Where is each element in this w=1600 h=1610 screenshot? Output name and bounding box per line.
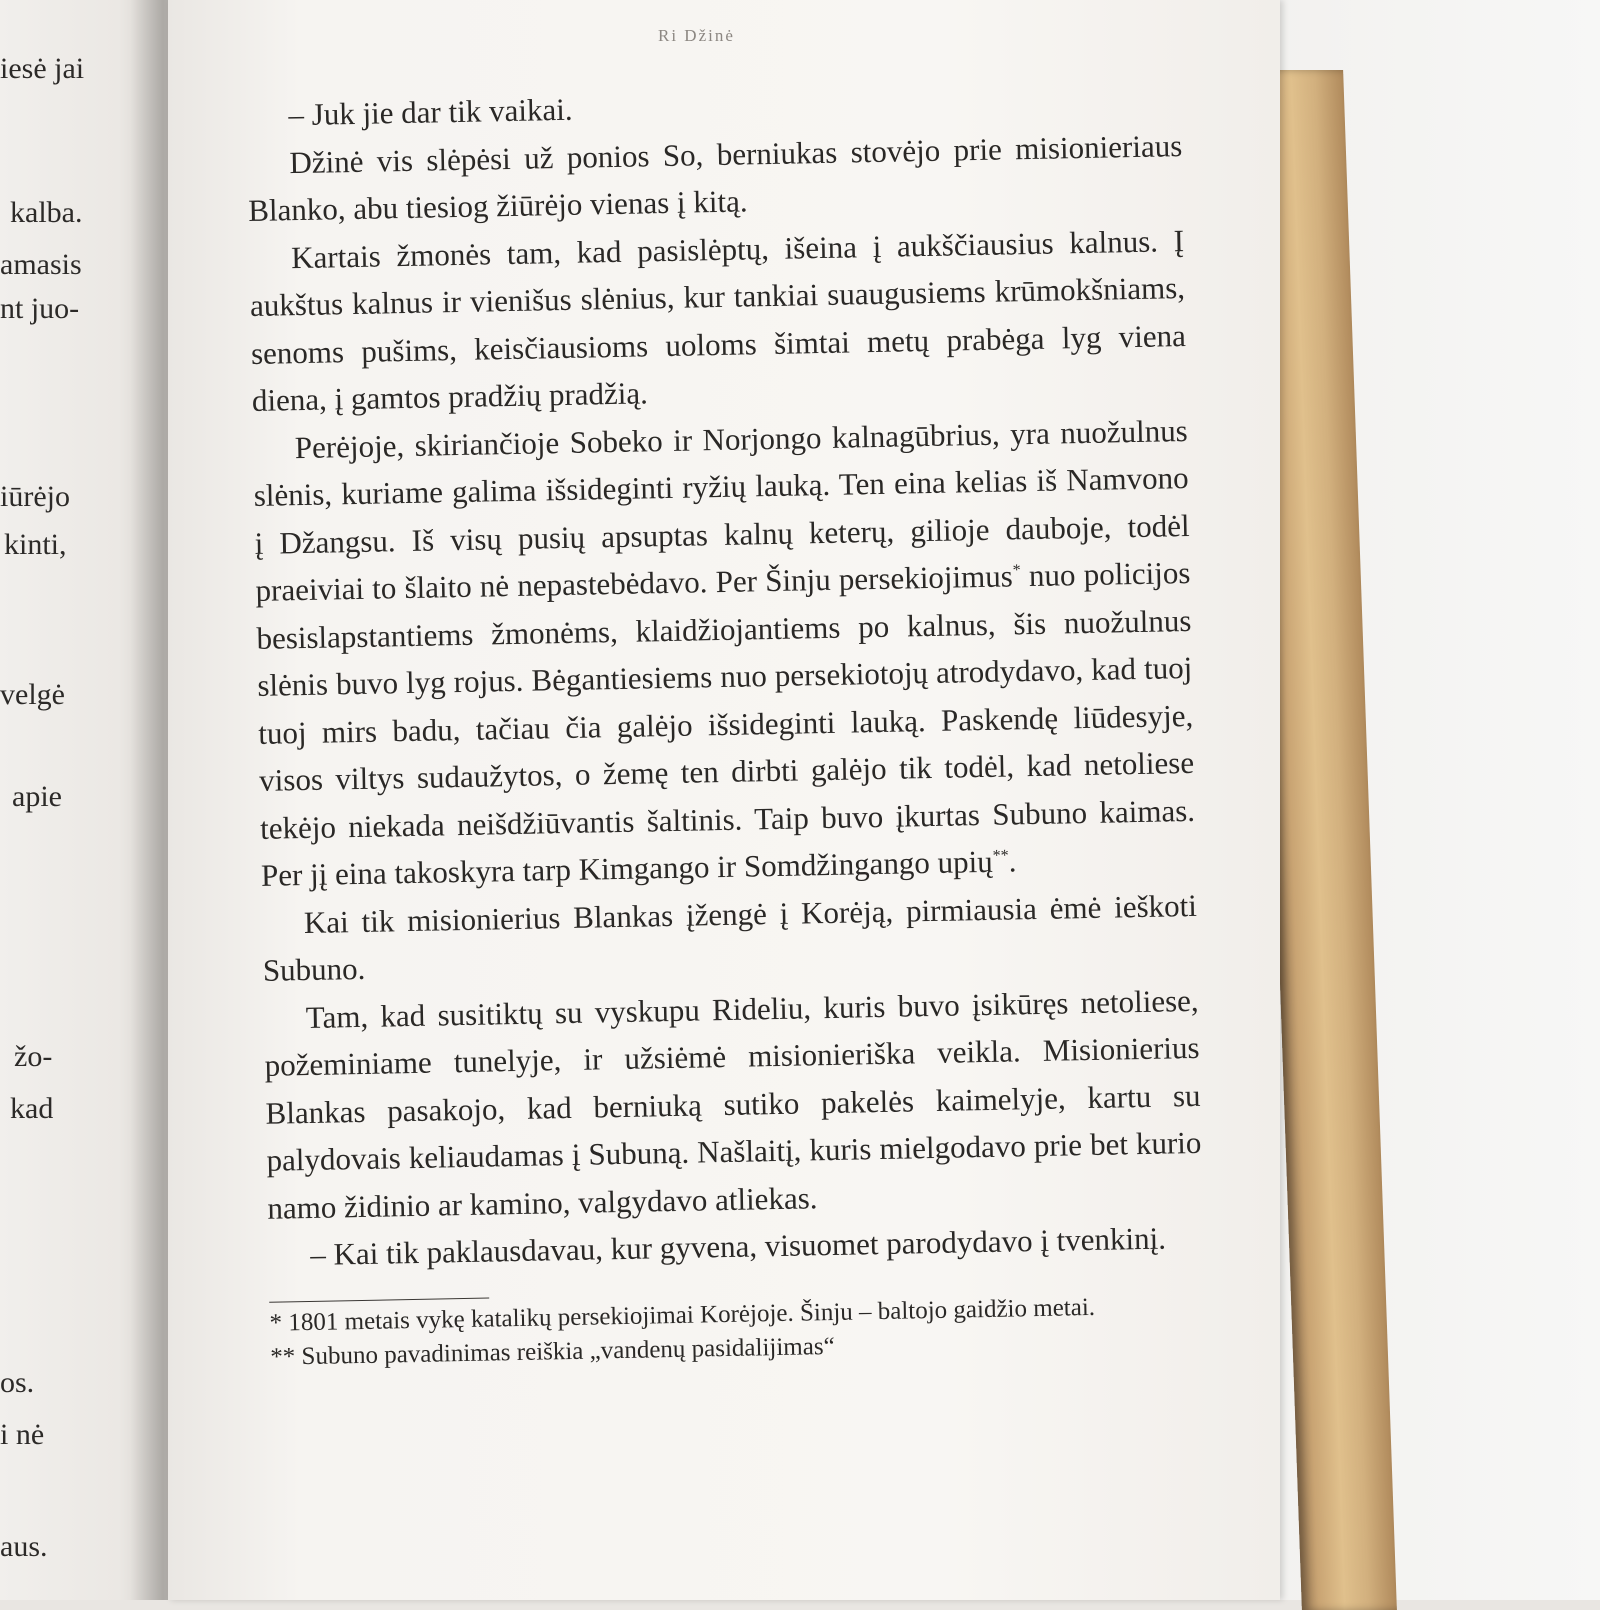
left-page-fragment: iesė jai (0, 52, 85, 85)
left-page-fragment: kalba. (10, 196, 83, 229)
running-head: Ri Džinė (658, 26, 735, 45)
left-page-fragment: aus. (0, 1530, 48, 1563)
left-page-fragment: iūrėjo (0, 480, 70, 513)
left-page-fragment: velgė (0, 678, 65, 711)
left-page-fragment: amasis (0, 248, 82, 281)
paragraph: Kai tik misionierius Blankas įžengė į Korėją, pirmiausia ėmė ieškoti Subuno. (262, 887, 1198, 988)
left-page-fragment: os. (0, 1366, 35, 1399)
left-page-fragment: nt juo- (0, 292, 80, 325)
body-text (246, 74, 1205, 1374)
paragraph: Kartais žmonės tam, kad pasislėptų, išeina į aukščiausius kalnus. Į aukštus kalnus ir vienišus slėnius, kur tankiai suaugusiems krūmokšniams, senoms pušims, keisčiausioms uoloms šimtai metų prabėga lyg viena diena, į gamtos pradžių pradžią. (249, 222, 1187, 418)
footnote: * 1801 metais vykę katalikų persekiojimai Korėjoje. Šinju – baltojo gaidžio metai. (269, 1293, 1096, 1337)
paragraph-text: nuo policijos besislapstantiems žmonėms, klaidžiojantiems po kalnus, šis nuožulnus slėnis buvo lyg rojus. Bėgantiesiems nuo persekiotojų atrodydavo, kad tuoj tuoj mirs badu, tačiau čia galėjo išsideginti lauką. Paskendę liūdesyje, visos viltys sudaužytos, o žemę ten dirbti galėjo tik todėl, kad netoliese tekėjo niekada neišdžiūvantis šaltinis. Taip buvo įkurtas Subuno kaimas. Per jį eina takoskyra tarp Kimgango ir Somdžingango upių (256, 554, 1196, 893)
footnote-mark: * (1012, 561, 1021, 580)
footnote-divider (269, 1297, 489, 1302)
right-page (168, 0, 1280, 1600)
paragraph (252, 406, 1196, 899)
paragraph-text: Perėjoje, skiriančioje Sobeko ir Norjongo kalnagūbrius, yra nuožulnus slėnis, kuriame galima išsideginti ryžių lauką. Ten eina kelias iš Namvono į Džangsu. Iš visų pusių apsuptas kalnų keterų, gilioje dauboje, todėl praeiviai to šlaito nė nepastebėdavo. Per Šinju persekiojimus (253, 412, 1190, 608)
left-page-fragment: i nė (0, 1418, 45, 1451)
left-page-fragment: apie (12, 780, 62, 813)
footnote: ** Subuno pavadinimas reiškia „vandenų pasidalijimas“ (270, 1332, 835, 1371)
left-page-fragment: žo- (14, 1040, 53, 1073)
paragraph: – Kai tik paklausdavau, kur gyvena, visuomet parodydavo į tvenkinį. (309, 1220, 1167, 1272)
paragraph-text: . (1008, 843, 1017, 879)
paragraph: – Juk jie dar tik vaikai. (288, 91, 573, 133)
paragraph: Tam, kad susitiktų su vyskupu Rideliu, kuris buvo įsikūręs netoliese, požeminiame tunelyje, ir užsiėmė misionieriška veikla. Misionierius Blankas pasakojo, kad berniuką sutiko pakelės kaimelyje, kartu su palydovais keliaudamas į Subuną. Našlaitį, kuris mielgodavo prie bet kurio namo židinio ar kamino, valgydavo atliekas. (264, 982, 1202, 1226)
footnote-mark: ** (992, 847, 1009, 865)
paragraph: Džinė vis slėpėsi už ponios So, berniukas stovėjo prie misionieriaus Blanko, abu tiesiog žiūrėjo vienas į kitą. (247, 127, 1183, 228)
left-page-fragment: kinti, (4, 528, 67, 561)
left-page-fragment: kad (10, 1092, 54, 1125)
